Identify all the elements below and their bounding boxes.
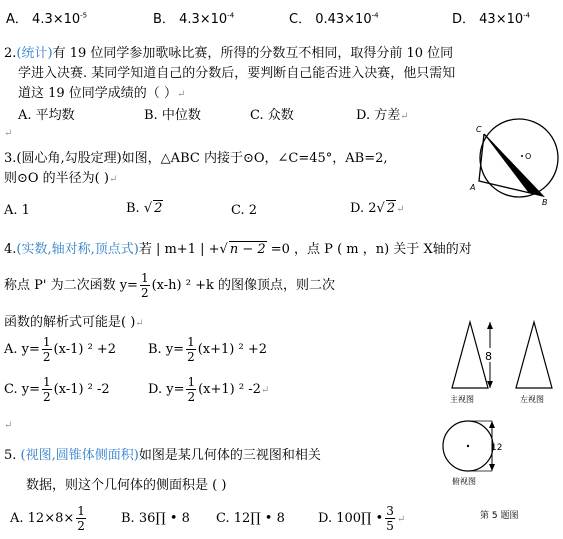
q4-option-b: B. y= $\frac{1}{2}$ (x+1) ² +2 xyxy=(148,335,267,364)
q5-option-d: D. 100∏ • $\frac{3}{5}$ ↵ xyxy=(318,504,406,533)
q3-option-d: D. 2√ 2↵ xyxy=(350,201,405,216)
q2-option-d: D. 方差↵ xyxy=(356,108,409,123)
q2-line-3: 道这 19 位同学成绩的（ ）↵ xyxy=(18,86,186,101)
q5-option-b: B. 36∏ • 8 xyxy=(121,511,190,526)
left-view-label: 左视图 xyxy=(520,395,544,404)
q5-option-a: A. 12×8× $\frac{1}{2}$ xyxy=(10,504,85,533)
q1-option-a: A． $4.3\times 10^{-5}$ xyxy=(6,11,88,27)
q3-circle-figure xyxy=(466,112,562,208)
q4-line-3: 函数的解析式可能是( )↵ xyxy=(4,315,144,330)
q5-line-1: 5. (视图,圆锥体侧面积)如图是某几何体的三视图和相关 xyxy=(4,448,321,463)
q1-option-b: B． $4.3\times 10^{-4}$ xyxy=(153,11,235,27)
q4-topic-tag: (实数,轴对称,顶点式) xyxy=(16,242,139,257)
top-view-label: 俯视图 xyxy=(452,477,476,486)
q3-option-b: B. √ 2 xyxy=(126,201,163,216)
return-mark: ↵ xyxy=(4,420,13,431)
q5-line-2: 数据，则这个几何体的侧面积是 ( ) xyxy=(26,478,227,493)
q5-option-c: C. 12∏ • 8 xyxy=(216,511,285,526)
front-view-label: 主视图 xyxy=(450,395,474,404)
q3-option-c: C. 2 xyxy=(231,203,258,218)
q3-line-1: 3.(圆心角,勾股定理)如图，△ABC 内接于⊙O，∠C=45°，AB=2, xyxy=(4,151,388,166)
q4-option-a: A. y= $\frac{1}{2}$ (x-1) ² +2 xyxy=(4,335,117,364)
q5-three-view-figure xyxy=(440,318,560,524)
return-mark: ↵ xyxy=(4,128,13,139)
figure-caption: 第 5 题图 xyxy=(480,511,519,521)
q2-option-a: A. 平均数 xyxy=(18,108,75,123)
q4-option-d: D. y= $\frac{1}{2}$ (x+1) ² -2↵ xyxy=(148,375,270,404)
q2-line-2: 学进入决赛. 某同学知道自己的分数后，要判断自己能否进入决赛，他只需知 xyxy=(18,66,456,81)
label-c: C xyxy=(476,125,482,134)
q1-option-c: C． $0.43\times 10^{-4}$ xyxy=(289,11,379,27)
q2-line-1: 2.(统计)有 19 位同学参加歌咏比赛，所得的分数互不相同，取得分前 10 位同 xyxy=(4,46,454,61)
q2-option-b: B. 中位数 xyxy=(144,108,201,123)
q4-line-1: 4.(实数,轴对称,顶点式)若 | m+1 | +√ n − 2 =0 ，点 P ( m ，n) 关于 X轴的对 xyxy=(4,242,472,257)
q3-line-2: 则⊙O 的半径为( )↵ xyxy=(4,171,118,186)
q4-option-c: C. y= $\frac{1}{2}$ (x-1) ² -2 xyxy=(4,375,110,404)
q2-topic-tag: (统计) xyxy=(16,46,53,61)
q4-line-2: 称点 P' 为二次函数 y= $\frac{1}{2}$ (x-h) ² +k 的图像顶点，则二次 xyxy=(4,271,335,300)
label-b: B xyxy=(542,198,548,207)
q5-topic-tag: (视图,圆锥体侧面积) xyxy=(20,448,139,463)
label-o: O xyxy=(525,152,532,161)
q2-option-c: C. 众数 xyxy=(250,108,294,123)
diameter-label: 12 xyxy=(491,443,503,453)
label-a: A xyxy=(470,183,476,192)
q1-option-d: D． $43\times 10^{-4}$ xyxy=(452,11,531,27)
height-label: 8 xyxy=(485,350,492,363)
q3-option-a: A. 1 xyxy=(4,203,30,218)
